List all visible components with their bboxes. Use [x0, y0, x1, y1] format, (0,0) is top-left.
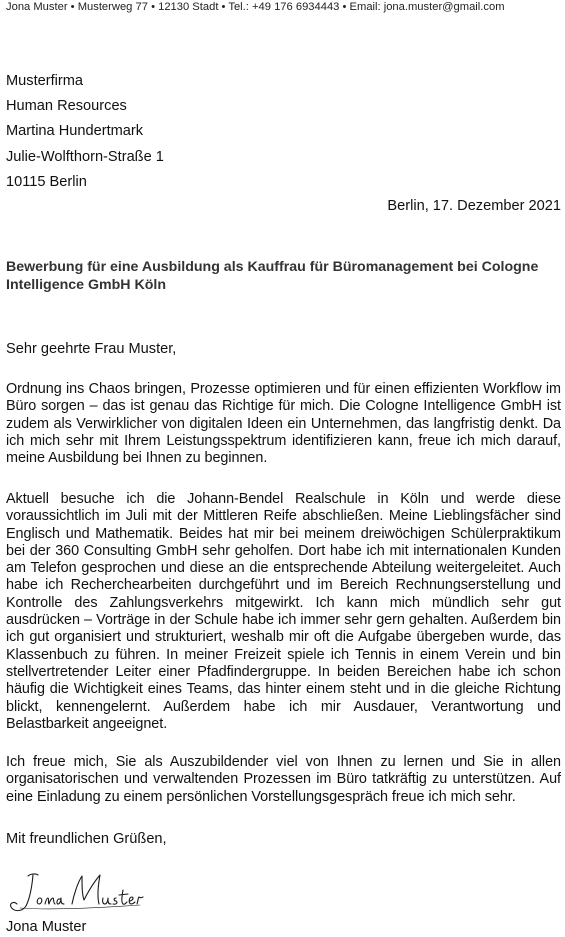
- body-paragraph-3: Ich freue mich, Sie als Auszubildender viel von Ihnen zu lernen und Sie in allen organisatorischen und verwaltenden Prozessen im Büro tatkräftig zu unterstützen. Auf eine Einladung zu einem persönlichen Vorstellungsgespräch freue ich mich sehr.: [6, 754, 561, 805]
- body-paragraph-2: Aktuell besuche ich die Johann-Bendel Realschule in Köln und werde diese voraussichtlich im Juli mit der Mittleren Reife abschließen. Meine Lieblingsfächer sind Englisch und Mathematik. Beides hat mir bei meinem dreiwöchigen Schülerpraktikum bei der 360 Consulting GmbH sehr geholfen. Dort habe ich mit internationalen Kunden am Telefon gesprochen und diese an die entsprechende Abteilung weitergeleitet. Auch habe ich Recherchearbeiten durchgeführt und im Bereich Rechnungserstellung und Kontrolle des Zahlungsverkehrs mitgewirkt. Ich kann mich mündlich sehr gut ausdrücken – Vorträge in der Schule habe ich immer sehr gern gehalten. Außerdem bin ich gut organisiert und strukturiert, weshalb mir oft die Aufgabe übergeben wurde, das Klassenbuch zu führen. In meiner Freizeit spiele ich Tennis in einem Verein und bin stellvertretender Leiter einer Pfadfindergruppe. In beiden Bereichen habe ich schon häufig die Wichtigkeit eines Teams, das hinter einem steht und in die gleiche Richtung blickt, kennengelernt. Außerdem habe ich mir Ausdauer, Verantwortung und Belastbarkeit angeeignet.: [6, 491, 561, 732]
- letter-subject: Bewerbung für eine Ausbildung als Kauffrau für Büromanagement bei Cologne Intelligence GmbH Köln: [6, 259, 539, 293]
- letter-date: Berlin, 17. Dezember 2021: [387, 198, 561, 214]
- body-paragraph-1: Ordnung ins Chaos bringen, Prozesse optimieren und für einen effizienten Workflow im Büro sorgen – das ist genau das Richtige für mich. Die Cologne Intelligence GmbH ist zudem als Verwirklicher von digitalen Ideen ein Unternehmen, das langfristig denkt. Da ich mich sehr mit Ihrem Leistungsspektrum identifizieren kann, freue ich mich darauf, meine Ausbildung bei Ihnen zu beginnen.: [6, 381, 561, 467]
- recipient-contact: Martina Hundertmark: [6, 123, 144, 140]
- recipient-address: [6, 69, 164, 195]
- closing-phrase: Mit freundlichen Grüßen,: [6, 831, 167, 847]
- letter-page: [6, 0, 561, 937]
- recipient-company: Musterfirma: [6, 73, 84, 89]
- sender-header: Jona Muster • Musterweg 77 • 12130 Stadt • Tel.: +49 176 6934443 • Email: jona.muster@gmail.com: [6, 1, 505, 13]
- salutation: Sehr geehrte Frau Muster,: [6, 341, 177, 357]
- recipient-street: Julie-Wolfthorn-Straße 1: [6, 148, 164, 165]
- signer-name: Jona Muster: [6, 919, 87, 935]
- recipient-department: Human Resources: [6, 98, 127, 115]
- recipient-city: 10115 Berlin: [6, 173, 87, 190]
- handwritten-signature: [6, 868, 146, 916]
